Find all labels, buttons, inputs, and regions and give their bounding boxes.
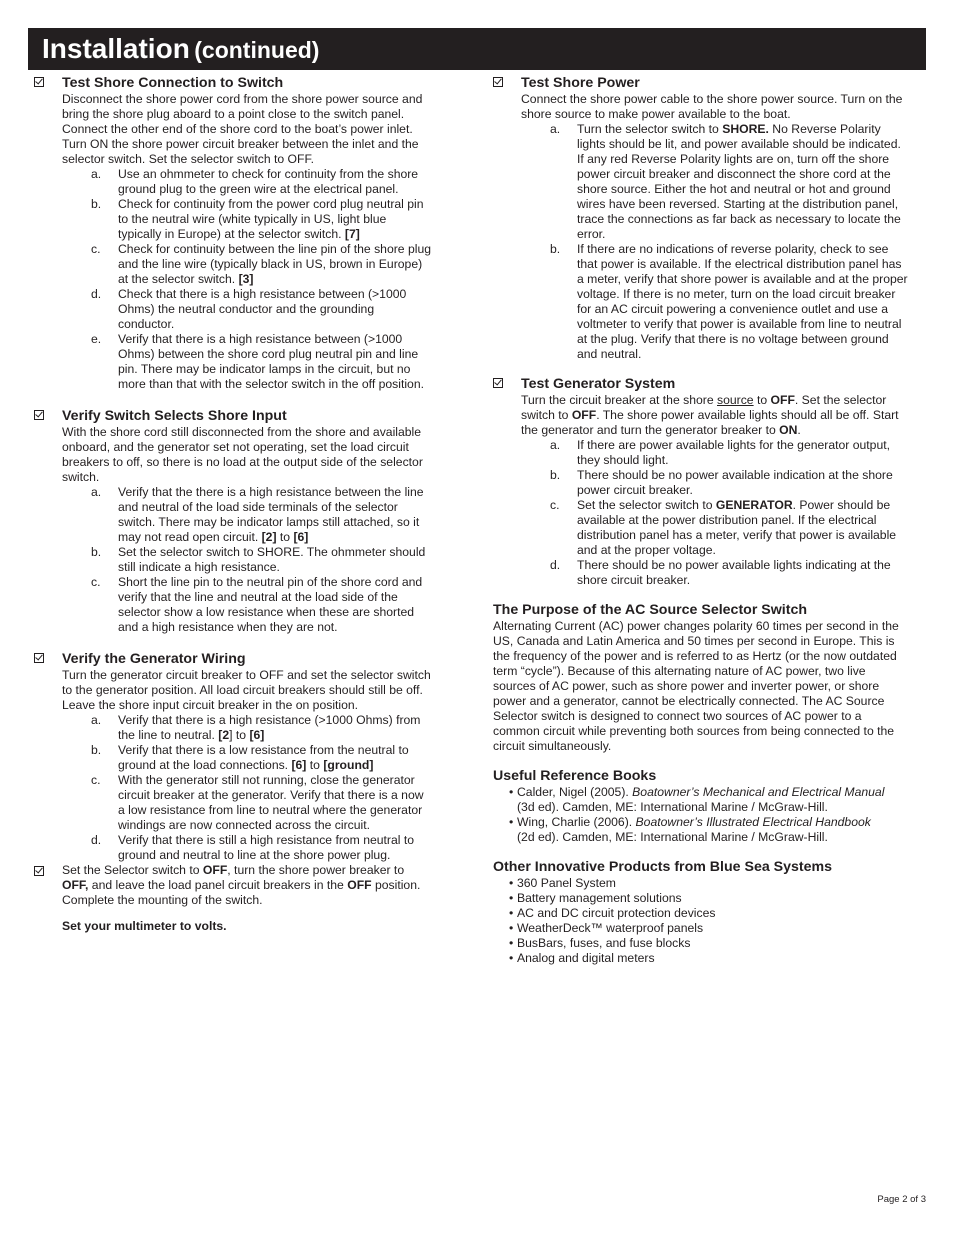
emphasis-text: OFF <box>770 393 795 407</box>
list-item: • BusBars, fuses, and fuse blocks <box>507 936 911 951</box>
reference-publisher: (3d ed). Camden, ME: International Marine / McGraw-Hill. <box>517 800 828 814</box>
section-intro: Turn the generator circuit breaker to OFF and set the selector switch to the generator position. All load circuit breakers should still be off. Leave the shore input circuit breaker in the on position. <box>62 668 431 712</box>
step-item <box>62 287 432 332</box>
section-intro: With the shore cord still disconnected from the shore and available onboard, and the generator set not operating, set the load circuit breakers to off, so there is no load at the output side of the selector switch. <box>62 425 423 484</box>
checkbox-icon <box>34 653 44 663</box>
step-letter: a. <box>91 485 102 499</box>
step-letter: b. <box>91 545 102 559</box>
product-list <box>493 876 911 966</box>
step-text: Verify that there is a high resistance between (>1000 Ohms) between the shore cord plug neutral pin and line pin. There may be indicator lamps in the circuit, but no more than that with the selector switch in the off position. <box>118 332 424 391</box>
section-purpose <box>493 602 911 754</box>
step-text: Verify that there is a high resistance (>1000 Ohms) from the line to neutral. <box>118 713 421 742</box>
checkbox-icon <box>34 77 44 87</box>
section-other-products <box>493 859 911 966</box>
section-title: Useful Reference Books <box>493 768 657 784</box>
emphasis-text: ON <box>779 423 798 437</box>
step-letter: a. <box>550 122 561 136</box>
step-item <box>521 122 911 242</box>
step-text: ] <box>229 728 233 742</box>
terminal-ref: [6] <box>291 758 307 772</box>
step-letter: b. <box>91 197 102 211</box>
step-letter: b. <box>550 468 561 482</box>
checkbox-icon <box>34 410 44 420</box>
section-test-shore-connection <box>34 75 432 392</box>
reference-author: Calder, Nigel (2005). <box>517 785 633 799</box>
step-letter: c. <box>91 773 101 787</box>
reference-title: Boatowner’s Illustrated Electrical Handbook <box>635 815 871 829</box>
step-text: Check for continuity between the line pin of the shore plug and the line wire (typically black in US, brown in Europe) at the selector switch. <box>118 242 432 286</box>
step-text: to <box>232 728 250 742</box>
list-item: • WeatherDeck™ waterproof panels <box>507 921 911 936</box>
step-item <box>62 773 432 833</box>
step-item <box>521 438 911 468</box>
page-number: Page 2 of 3 <box>877 1194 926 1205</box>
list-item: • Analog and digital meters <box>507 951 911 966</box>
step-item <box>521 242 911 362</box>
checkbox-icon <box>34 866 44 876</box>
body-text: . Set the selector switch to <box>521 393 887 422</box>
step-text: Verify that the there is a high resistance between the line and neutral of the load side terminals of the selector switch. There may be indicator lamps still attached, so it may not read open circuit. <box>118 485 424 544</box>
step-letter: e. <box>91 332 102 346</box>
emphasis-text: OFF <box>571 408 597 422</box>
list-item: • 360 Panel System <box>507 876 911 891</box>
multimeter-note: Set your multimeter to volts. <box>62 919 227 933</box>
body-text: position. Complete the mounting of the switch. <box>62 878 421 907</box>
section-title: Other Innovative Products from Blue Sea Systems <box>493 859 833 875</box>
underlined-text: source <box>717 393 754 407</box>
body-text: to <box>753 393 771 407</box>
body-text: , turn the shore power breaker to <box>227 863 405 877</box>
section-reference-books <box>493 768 911 845</box>
reference-list <box>493 785 911 845</box>
step-text: Verify that there is a low resistance from the neutral to ground at the load connections. <box>118 743 409 772</box>
body-text: Set the Selector switch to <box>62 863 203 877</box>
step-item <box>62 332 432 392</box>
step-item <box>521 468 911 498</box>
reference-title: Boatowner’s Mechanical and Electrical Manual <box>632 785 885 799</box>
step-item <box>62 833 432 863</box>
right-column <box>493 75 911 966</box>
section-set-selector-off <box>34 863 432 934</box>
emphasis-text: SHORE. <box>722 122 769 136</box>
step-item <box>62 485 432 545</box>
step-list <box>62 485 432 635</box>
step-letter: c. <box>550 498 560 512</box>
step-text: Use an ohmmeter to check for continuity from the shore ground plug to the green wire at the electrical panel. <box>118 167 419 196</box>
page-subtitle: (continued) <box>194 37 320 63</box>
step-letter: d. <box>91 287 102 301</box>
section-verify-generator-wiring <box>34 651 432 863</box>
page-header <box>28 28 926 70</box>
step-item <box>62 713 432 743</box>
step-text: Verify that there is still a high resistance from neutral to ground and neutral to line at the shore power plug. <box>118 833 415 862</box>
step-item <box>521 558 911 588</box>
section-title: Test Shore Connection to Switch <box>62 75 284 91</box>
step-list <box>521 122 911 362</box>
step-text: Turn the selector switch to <box>577 122 723 136</box>
emphasis-text: GENERATOR <box>715 498 793 512</box>
step-text: No Reverse Polarity lights should be lit, and power available should be indicated. If any red Reverse Polarity lights are on, turn off the shore power circuit breaker and disconnect the shore cord at the shore source. Either the hot and neutral or hot and ground wires have been reversed. Starting at the distribution panel, trace the connections as far back as necessary to locate the error. <box>577 122 901 241</box>
checkbox-icon <box>493 378 503 388</box>
step-letter: a. <box>91 167 102 181</box>
page-title: Installation <box>42 33 190 64</box>
terminal-ref: [ground] <box>323 758 374 772</box>
step-text: to <box>306 758 324 772</box>
step-list <box>62 713 432 863</box>
step-letter: b. <box>550 242 561 256</box>
step-letter: a. <box>550 438 561 452</box>
step-text: to <box>276 530 294 544</box>
step-list <box>521 438 911 588</box>
section-intro <box>521 393 911 438</box>
left-column <box>34 75 432 934</box>
checkbox-icon <box>493 77 503 87</box>
list-item: • AC and DC circuit protection devices <box>507 906 911 921</box>
terminal-ref: [2 <box>218 728 230 742</box>
section-test-generator-system <box>493 376 911 588</box>
body-text: . <box>797 423 801 437</box>
step-item <box>62 197 432 242</box>
step-item <box>62 575 432 635</box>
list-item: • Battery management solutions <box>507 891 911 906</box>
step-letter: b. <box>91 743 102 757</box>
section-test-shore-power <box>493 75 911 362</box>
step-text: Short the line pin to the neutral pin of the shore cord and verify that the line and neutral at the load side of the selector show a low resistance when these are shorted and a high resistance when they are not. <box>118 575 423 634</box>
list-item <box>507 815 911 845</box>
section-title: Verify Switch Selects Shore Input <box>62 408 287 424</box>
terminal-ref: [3] <box>238 272 254 286</box>
terminal-ref: [2] <box>261 530 277 544</box>
step-text: Set the selector switch to SHORE. The ohmmeter should still indicate a high resistance. <box>118 545 426 574</box>
step-text: There should be no power available lights indicating at the shore circuit breaker. <box>577 558 891 587</box>
section-intro <box>62 863 432 908</box>
step-item <box>62 743 432 773</box>
section-title: Test Generator System <box>521 376 676 392</box>
section-intro: Disconnect the shore power cord from the shore power source and bring the shore plug aboard to a point close to the switch panel. Connect the other end of the shore cord to the boat’s power inlet. Turn ON the shore power circuit breaker between the inlet and the selector switch. Set the selector switch to OFF. <box>62 92 423 166</box>
step-text: There should be no power available indication at the shore power circuit breaker. <box>577 468 893 497</box>
step-letter: d. <box>550 558 561 572</box>
step-text: Check for continuity from the power cord plug neutral pin to the neutral wire (white typically in US, light blue typically in Europe) at the selector switch. <box>118 197 424 241</box>
step-item <box>62 242 432 287</box>
emphasis-text: OFF, <box>62 878 89 892</box>
step-letter: a. <box>91 713 102 727</box>
step-item <box>521 498 911 558</box>
emphasis-text: OFF <box>202 863 228 877</box>
step-letter: c. <box>91 575 101 589</box>
section-intro: Connect the shore power cable to the shore power source. Turn on the shore source to make power available to the boat. <box>521 92 903 121</box>
section-body: Alternating Current (AC) power changes polarity 60 times per second in the US, Canada and Latin America and 50 times per second in Europe. This is the frequency of the power and is referred to as Hertz (or the now outdated term “cycle”). Because of this alternating nature of AC power, two live sources of AC power, such as shore power and inverter power, or shore power and a generator, cannot be electrically connected. The AC Source Selector switch is designed to connect two sources of AC power to a common circuit while preventing both sources from being connected to the circuit simultaneously. <box>493 619 899 753</box>
step-text: Check that there is a high resistance between (>1000 Ohms) the neutral conductor and the grounding conductor. <box>118 287 407 331</box>
reference-publisher: (2d ed). Camden, ME: International Marine / McGraw-Hill. <box>517 830 828 844</box>
section-verify-shore-input <box>34 408 432 635</box>
section-title: The Purpose of the AC Source Selector Switch <box>493 602 808 618</box>
section-title: Test Shore Power <box>521 75 640 91</box>
terminal-ref: [6] <box>293 530 309 544</box>
reference-author: Wing, Charlie (2006). <box>517 815 636 829</box>
step-text: With the generator still not running, close the generator circuit breaker at the generator. Verify that there is a now a low resistance from line to neutral where the generator windings are now connected across the circuit. <box>118 773 424 832</box>
body-text: Turn the circuit breaker at the shore <box>521 393 717 407</box>
step-list <box>62 167 432 392</box>
step-text: If there are power available lights for the generator output, they should light. <box>577 438 891 467</box>
body-text: and leave the load panel circuit breakers in the <box>88 878 348 892</box>
section-title: Verify the Generator Wiring <box>62 651 246 667</box>
emphasis-text: OFF <box>347 878 372 892</box>
list-item <box>507 785 911 815</box>
step-text: Set the selector switch to <box>577 498 716 512</box>
step-text: If there are no indications of reverse polarity, check to see that power is available. If the electrical distribution panel has a meter, verify that shore power is available and at the proper voltage. If there is no meter, turn on the load circuit breaker for an AC circuit powering a convenience outlet and use a voltmeter to verify that power is available from line to neutral at the plug. Verify that there is no voltage between ground and neutral. <box>577 242 908 361</box>
step-text: . Power should be available at the power distribution panel. If the electrical distribution panel has a meter, verify that power is available and at the proper voltage. <box>577 498 897 557</box>
terminal-ref: [6] <box>249 728 265 742</box>
step-letter: d. <box>91 833 102 847</box>
body-text: . The shore power available lights should all be off. Start the generator and turn the generator breaker to <box>521 408 899 437</box>
step-item <box>62 545 432 575</box>
step-item <box>62 167 432 197</box>
terminal-ref: [7] <box>344 227 360 241</box>
step-letter: c. <box>91 242 101 256</box>
